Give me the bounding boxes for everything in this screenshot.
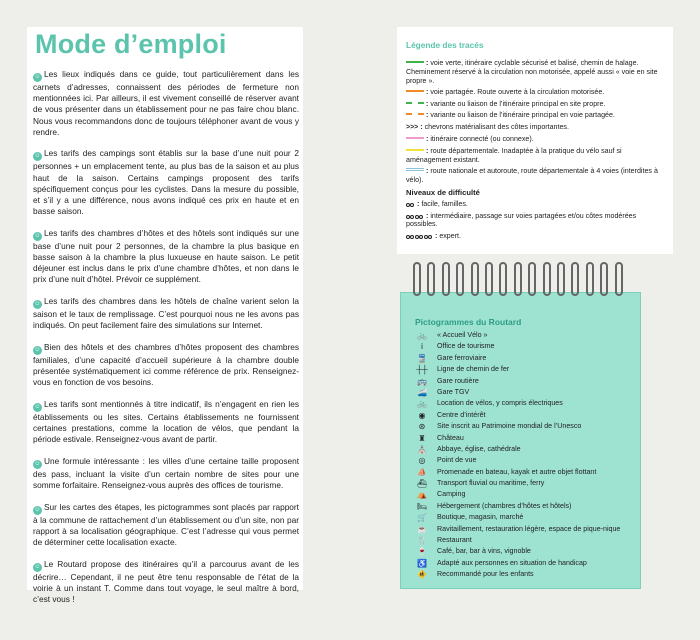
- legend-panel: [397, 27, 673, 254]
- picto-label: « Accueil Vélo »: [437, 331, 488, 339]
- picto-item: [415, 433, 637, 444]
- instruction-paragraph: [33, 342, 299, 389]
- picto-item: [415, 501, 637, 512]
- difficulty-item: [406, 200, 664, 209]
- accessible-icon: ♿: [417, 558, 427, 568]
- picto-label: Gare routière: [437, 376, 479, 385]
- picto-item: [415, 341, 637, 352]
- tgv-icon: 🚄: [417, 387, 427, 397]
- pictograms-title: Pictogrammes du Routard: [415, 317, 522, 327]
- picto-label: Hébergement (chambres d’hôtes et hôtels): [437, 501, 572, 510]
- picto-label: Château: [437, 433, 464, 442]
- smiley-bullet-icon: ☺: [34, 232, 41, 239]
- church-icon: ⛪: [417, 444, 427, 454]
- route-swatch: [406, 90, 424, 92]
- bike-icon: [415, 233, 423, 239]
- kids-icon: 🚸: [417, 570, 427, 580]
- difficulty-item: [406, 232, 664, 241]
- picto-item: [415, 455, 637, 466]
- bike-icon: [424, 233, 432, 239]
- picto-item: [415, 512, 637, 523]
- spiral-coil: [485, 262, 493, 296]
- castle-icon: ♜: [418, 433, 426, 443]
- picto-label: Location de vélos, y compris électriques: [437, 399, 563, 408]
- picto-label: Transport fluvial ou maritime, ferry: [437, 479, 545, 488]
- smiley-bullet-icon: ☺: [34, 563, 41, 570]
- legend-colon: :: [433, 231, 440, 240]
- snack-icon: ☕: [417, 524, 427, 534]
- picto-item: [415, 524, 637, 535]
- spiral-coil: [442, 262, 450, 296]
- picto-label: Site inscrit au Patrimoine mondial de l’Unesco: [437, 422, 582, 431]
- spiral-coil: [499, 262, 507, 296]
- smiley-bullet-icon: ☺: [34, 346, 41, 353]
- legend-colon: :: [426, 111, 431, 120]
- picto-item: [415, 535, 637, 546]
- bike-rental-icon: 🚲: [417, 399, 427, 409]
- legend-text: itinéraire connecté (ou connexe).: [430, 135, 534, 144]
- instruction-paragraph: [33, 456, 299, 491]
- instructions-list: [33, 69, 299, 616]
- boat-icon: ⛵: [417, 467, 427, 477]
- instruction-text: Les tarifs des chambres d’hôtes et des hôtels sont indiqués sur une base d’une nuit pour 2 personnes, de la chambre la plus basique en basse saison à la chambre la plus luxueuse en haute saison. Le petit déjeuner est inclus dans le prix d’une chambre d’hôtes, et non dans le prix d’une nuit d’hôtel. Prévoir ce supplément.: [33, 227, 299, 285]
- route-swatch: [406, 61, 424, 63]
- smiley-bullet-icon: ☺: [34, 403, 41, 410]
- picto-label: Adapté aux personnes en situation de handicap: [437, 558, 587, 567]
- smiley-bullet-icon: ☺: [34, 460, 41, 467]
- spiral-coil: [571, 262, 579, 296]
- picto-label: Centre d’intérêt: [437, 410, 486, 419]
- legend-colon: :: [415, 200, 422, 209]
- legend-colon: :: [426, 135, 431, 144]
- bike-icon: [406, 233, 414, 239]
- picto-label: Office de tourisme: [437, 342, 495, 351]
- legend-colon: :: [426, 99, 431, 108]
- legend-colon: :: [426, 59, 431, 67]
- legend-item: [406, 59, 664, 86]
- bike-icon: [415, 213, 423, 219]
- legend-text: route départementale. Inadaptée à la pratique du vélo sauf si aménagement existant.: [406, 146, 622, 164]
- picto-item: [415, 387, 637, 398]
- route-swatch: [406, 113, 424, 115]
- legend-item: [406, 147, 664, 165]
- picto-label: Camping: [437, 490, 466, 499]
- picto-item: [415, 489, 637, 500]
- spiral-coil: [557, 262, 565, 296]
- bus-icon: 🚌: [417, 376, 427, 386]
- spiral-coil: [427, 262, 435, 296]
- accueil-velo-icon: 🚲: [417, 331, 427, 340]
- difficulty-text: expert.: [439, 231, 461, 240]
- legend-colon: :: [426, 167, 431, 176]
- legend-title: Légende des tracés: [406, 40, 484, 50]
- spiral-coil: [600, 262, 608, 296]
- bed-icon: 🛏: [416, 501, 428, 511]
- route-swatch: [406, 137, 424, 139]
- spiral-coil: [514, 262, 522, 296]
- legend-colon: :: [420, 122, 425, 131]
- viewpoint-icon: ◎: [418, 456, 426, 466]
- spiral-coil: [471, 262, 479, 296]
- legend-list: [406, 59, 664, 243]
- instruction-text: Bien des hôtels et des chambres d’hôtes proposent des chambres familiales, d’une capacité d’accueil supérieure à la chambre double présentée systématiquement ici comme référence de prix. Renseignez-vous en fonction de vos besoins.: [33, 341, 299, 388]
- spiral-coil: [543, 262, 551, 296]
- legend-text: variante ou liaison de l’itinéraire principal en site propre.: [430, 99, 606, 108]
- instruction-paragraph: [33, 148, 299, 217]
- picto-item: [415, 467, 637, 478]
- instruction-paragraph: [33, 69, 299, 138]
- picto-item: [415, 569, 637, 580]
- instruction-paragraph: [33, 399, 299, 446]
- picto-label: Ravitaillement, restauration légère, espace de pique-nique: [437, 524, 621, 533]
- bike-icon: [406, 201, 414, 207]
- instruction-text: Sur les cartes des étapes, les pictogrammes sont placés par rapport à la commune de rattachement d’un établissement ou d’un site, non par rapport à sa localisation géographique. C’est l’adresse qui vous permet de déterminer cette localisation exacte.: [33, 501, 299, 548]
- instructions-panel: [27, 27, 303, 605]
- picto-label: Gare TGV: [437, 387, 470, 396]
- legend-text: voie verte, itinéraire cyclable sécurisé et balisé, chemin de halage. Cheminement réservé à la circulation non motorisée, appelé aussi « voie en site propre ».: [406, 59, 658, 85]
- picto-item: [415, 478, 637, 489]
- legend-colon: :: [424, 211, 431, 220]
- legend-colon: :: [426, 88, 431, 97]
- cafe-icon: 🍷: [417, 547, 427, 557]
- restaurant-icon: 🍴: [417, 536, 427, 546]
- shop-icon: 🛒: [417, 513, 427, 523]
- legend-item: [406, 100, 664, 109]
- page-title: Mode d’emploi: [35, 29, 227, 59]
- picto-label: Ligne de chemin de fer: [437, 365, 510, 374]
- smiley-bullet-icon: ☺: [34, 506, 41, 513]
- picto-label: Recommandé pour les enfants: [437, 570, 534, 579]
- picto-label: Restaurant: [437, 536, 472, 545]
- difficulty-text: intermédiaire, passage sur voies partagées et/ou côtes modérées possibles.: [406, 211, 637, 229]
- picto-item: [415, 444, 637, 455]
- difficulty-title: Niveaux de difficulté: [406, 188, 480, 198]
- legend-item: [406, 167, 664, 185]
- picto-label: Café, bar, bar à vins, vignoble: [437, 547, 531, 556]
- instruction-text: Les tarifs des chambres dans les hôtels de chaîne varient selon la saison et le taux de remplissage. C’est pourquoi nous ne les avons pas indiqués. On peut facilement faire des simulations sur Internet.: [33, 296, 299, 331]
- picto-item: [415, 558, 637, 569]
- picto-label: Point de vue: [437, 456, 477, 465]
- picto-item: [415, 410, 637, 421]
- picto-item: [415, 546, 637, 557]
- unesco-icon: ⊛: [418, 422, 426, 432]
- legend-text: voie partagée. Route ouverte à la circulation motorisée.: [430, 88, 605, 97]
- instruction-text: Les lieux indiqués dans ce guide, tout particulièrement dans les carnets d’adresses, connaissent des périodes de fermeture non mentionnées ici. Par ailleurs, il est vivement conseillé de réserver avant de vous présenter dans un établissement pour ne pas faire chou blanc. Nous vous recommandons donc de toujours téléphoner avant de vous y rendre.: [33, 69, 299, 137]
- info-icon: i: [421, 342, 423, 352]
- picto-item: [415, 421, 637, 432]
- legend-text: route nationale et autoroute, route départementale à 4 voies (interdites à vélo).: [406, 167, 658, 185]
- route-swatch: [406, 168, 424, 171]
- smiley-bullet-icon: ☺: [34, 301, 41, 308]
- pictograms-notebook: [400, 292, 641, 589]
- legend-text: variante ou liaison de l’itinéraire principal en voie partagée.: [430, 111, 615, 120]
- instruction-text: Les tarifs sont mentionnés à titre indicatif, ils n’engagent en rien les établissements ou les sites. Certains établissements ne fournissent certaines prestations, comme la location de vélos, que pendant la période estivale. Renseignez-vous avant de partir.: [33, 398, 299, 445]
- spiral-coil: [413, 262, 421, 296]
- camping-icon: ⛺: [417, 490, 427, 500]
- picto-label: Abbaye, église, cathédrale: [437, 444, 521, 453]
- instruction-text: Les tarifs des campings sont établis sur la base d’une nuit pour 2 personnes + un emplacement tente, au plus bas de la saison et au plus haut de la saison. Certains campings proposent des tarifs spécifiquement conçus pour les cyclistes. Dans la mesure du possible, et s’il y a une différence, nous avons indiqué ces prix en haute et en basse saison.: [33, 148, 299, 217]
- instruction-text: Le Routard propose des itinéraires qu’il a parcourus avant de les décrire… Cependant, il ne peut être tenu responsable de l’état de la voirie à un instant T. Comme dans tout voyage, le seul maître à bord, c’est vous !: [33, 558, 299, 605]
- smiley-bullet-icon: ☺: [34, 153, 41, 160]
- ferry-icon: ⛴: [416, 479, 428, 489]
- instruction-text: Une formule intéressante : les villes d’une certaine taille proposent des pass, incluant la visite d’un certain nombre de sites pour une somme forfaitaire. Renseignez-vous auprès des offices de tourisme.: [33, 455, 299, 491]
- instruction-paragraph: [33, 296, 299, 331]
- spiral-coil: [586, 262, 594, 296]
- smiley-bullet-icon: ☺: [34, 74, 41, 80]
- legend-item: [406, 123, 664, 133]
- legend-item: [406, 111, 664, 120]
- legend-item: [406, 135, 664, 144]
- difficulty-item: [406, 212, 664, 230]
- instruction-paragraph: [33, 228, 299, 286]
- pictograms-list: [415, 330, 637, 581]
- spiral-coil: [456, 262, 464, 296]
- legend-text: chevrons matérialisant des côtes importantes.: [424, 122, 569, 131]
- difficulty-text: facile, familles.: [421, 200, 468, 209]
- picto-item: [415, 376, 637, 387]
- legend-colon: :: [426, 146, 431, 155]
- bike-icon: [406, 213, 414, 219]
- picto-label: Promenade en bateau, kayak et autre objet flottant: [437, 467, 597, 476]
- route-swatch: [406, 149, 424, 151]
- route-swatch: [406, 102, 424, 104]
- picto-item: [415, 353, 637, 364]
- point-of-interest-icon: ◉: [418, 410, 426, 420]
- instruction-paragraph: [33, 559, 299, 606]
- spiral-coil: [528, 262, 536, 296]
- legend-item: [406, 88, 664, 97]
- notebook-spiral: [413, 262, 628, 300]
- railway-line-icon: ┼┼: [416, 365, 428, 375]
- train-icon: 🚆: [417, 353, 427, 363]
- chevron-icon: >>>: [406, 123, 419, 131]
- instruction-paragraph: [33, 502, 299, 549]
- picto-label: Boutique, magasin, marché: [437, 513, 524, 522]
- picto-item: [415, 330, 637, 341]
- spiral-coil: [615, 262, 623, 296]
- picto-label: Gare ferroviaire: [437, 353, 487, 362]
- picto-item: [415, 364, 637, 375]
- picto-item: [415, 398, 637, 409]
